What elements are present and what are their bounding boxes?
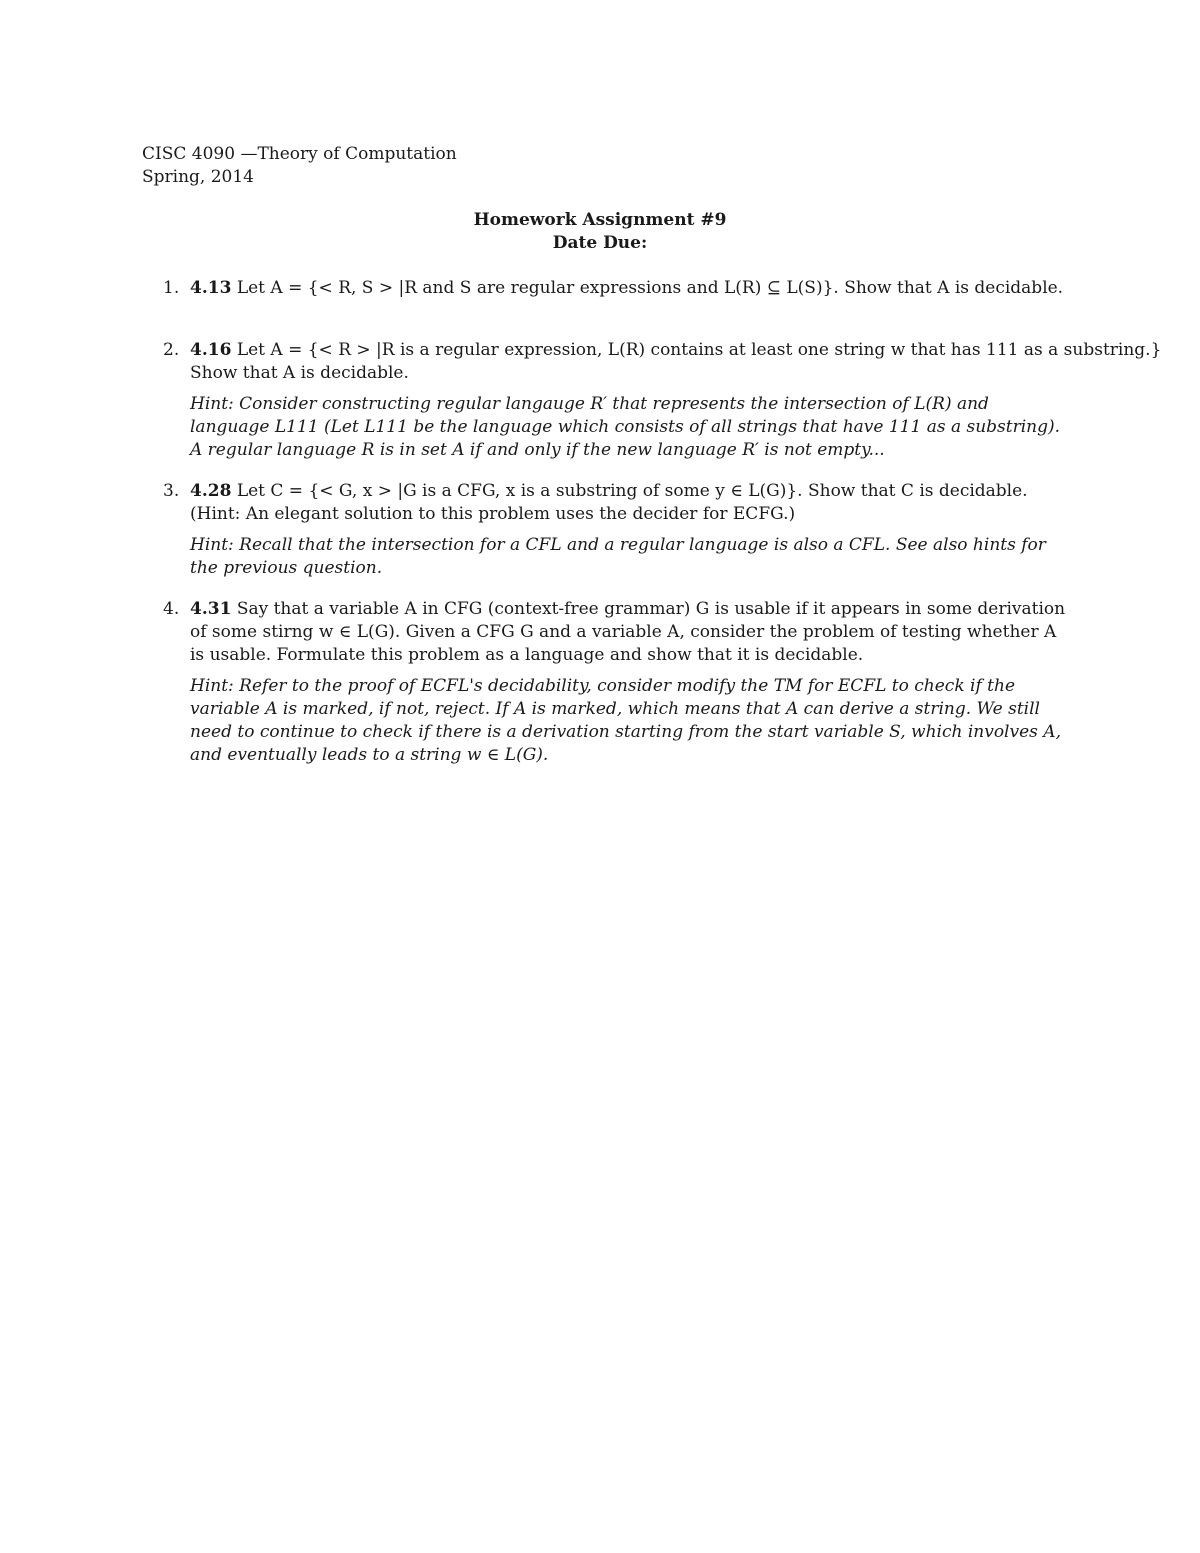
problem-number: 4. bbox=[163, 599, 180, 619]
assignment-title-block bbox=[0, 209, 1200, 255]
course-title: CISC 4090 —Theory of Computation bbox=[142, 144, 457, 164]
assignment-title: Homework Assignment #9 bbox=[473, 210, 727, 230]
problem-item-4 bbox=[163, 598, 1173, 767]
term-label: Spring, 2014 bbox=[142, 167, 254, 187]
problem-item-2 bbox=[163, 339, 1173, 462]
problem-body bbox=[190, 480, 1070, 526]
problem-number: 1. bbox=[163, 278, 180, 298]
problem-id: 4.28 bbox=[190, 481, 232, 501]
problem-id: 4.31 bbox=[190, 599, 232, 619]
problem-id: 4.16 bbox=[190, 340, 232, 360]
problem-item-1 bbox=[163, 277, 1173, 300]
problem-body bbox=[190, 277, 1070, 300]
problem-item-3 bbox=[163, 480, 1173, 580]
due-date-label: Date Due: bbox=[552, 233, 648, 253]
problem-number: 2. bbox=[163, 340, 180, 360]
problem-text: Let A = {< R > |R is a regular expression, L(R) contains at least one string w that has 111 as a substring.} Show that A is decidable. bbox=[190, 340, 1162, 383]
problem-body bbox=[190, 598, 1070, 667]
problem-hint: Hint: Refer to the proof of ECFL's decidability, consider modify the TM for ECFL to check if the variable A is marked, if not, reject. If A is marked, which means that A can derive a string. We still need to continue to check if there is a derivation starting from the start variable S, which involves A, and eventually leads to a string w ∈ L(G). bbox=[190, 676, 1061, 765]
problem-number: 3. bbox=[163, 481, 180, 501]
problem-hint: Hint: Recall that the intersection for a CFL and a regular language is also a CFL. See also hints for the previous question. bbox=[190, 535, 1046, 578]
problem-id: 4.13 bbox=[190, 278, 232, 298]
problem-text: Let A = {< R, S > |R and S are regular expressions and L(R) ⊆ L(S)}. Show that A is decidable. bbox=[236, 278, 1064, 298]
problem-text: Say that a variable A in CFG (context-free grammar) G is usable if it appears in some derivation of some stirng w ∈ L(G). Given a CFG G and a variable A, consider the problem of testing whether A is usable. Formulate this problem as a language and show that it is decidable. bbox=[190, 599, 1066, 665]
problem-body bbox=[190, 339, 1175, 385]
problem-text: Let C = {< G, x > |G is a CFG, x is a substring of some y ∈ L(G)}. Show that C is decidable. (Hint: An elegant solution to this problem uses the decider for ECFG.) bbox=[190, 481, 1028, 524]
problem-hint: Hint: Consider constructing regular langauge R′ that represents the intersection of L(R) and language L111 (Let L111 be the language which consists of all strings that have 111 as a substring). A regular language R is in set A if and only if the new language R′ is not empty... bbox=[190, 394, 1061, 460]
document-header bbox=[142, 143, 457, 189]
